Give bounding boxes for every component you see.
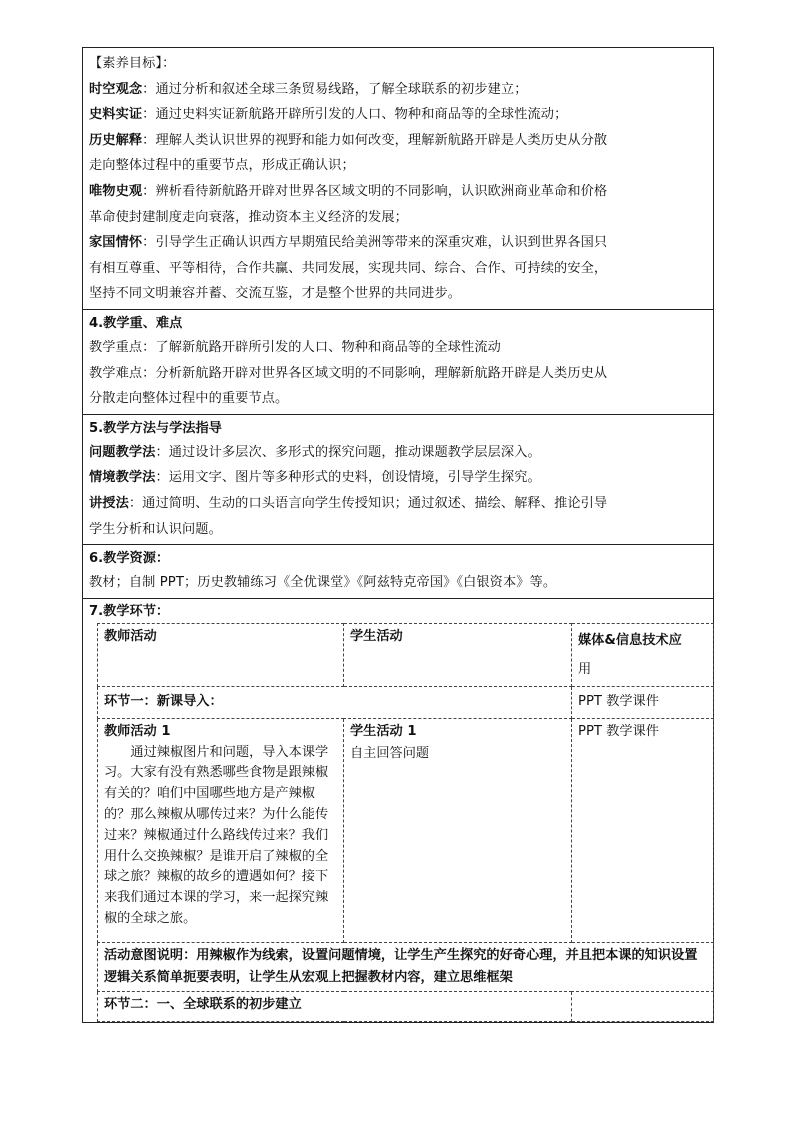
activity-media-cell: PPT 教学课件 bbox=[572, 718, 714, 942]
teacher-activity-title: 教师活动 1 bbox=[104, 723, 171, 739]
section-teaching-methods bbox=[83, 415, 713, 545]
stage-one-title: 环节一：新课导入： bbox=[98, 686, 572, 718]
method-label: 情境教学法 bbox=[89, 470, 156, 486]
goal-text: ：理解人类认识世界的视野和能力如何改变，理解新航路开辟是人类历史从分散 bbox=[142, 132, 608, 148]
key-point-line: 分散走向整体过程中的重要节点。 bbox=[89, 391, 289, 407]
section-teaching-resources bbox=[83, 545, 713, 599]
method-label: 讲授法 bbox=[89, 495, 129, 511]
section-teaching-process bbox=[83, 599, 713, 1022]
goal-label: 史料实证 bbox=[89, 107, 143, 123]
student-activity-cell bbox=[344, 718, 572, 942]
process-header-row bbox=[98, 623, 714, 686]
method-text: ：通过简明、生动的口头语言向学生传授知识；通过叙述、描绘、解释、推论引导 bbox=[128, 495, 608, 511]
goals-heading: 【素养目标】： bbox=[89, 56, 176, 71]
process-heading: 7.教学环节： bbox=[89, 603, 170, 619]
goals-list bbox=[89, 77, 709, 307]
intent-row bbox=[98, 942, 714, 991]
goal-item bbox=[89, 230, 709, 256]
stage-two-media bbox=[572, 991, 714, 1021]
method-item bbox=[89, 440, 709, 466]
lesson-plan-document bbox=[82, 47, 714, 1023]
goal-text: ：辨析看待新航路开辟对世界各区域文明的不同影响，认识欧洲商业革命和价格 bbox=[142, 183, 608, 199]
goal-text: ：引导学生正确认识西方早期殖民给美洲等带来的深重灾难，认识到世界各国只 bbox=[142, 235, 608, 251]
activity-intent: 活动意图说明：用辣椒作为线索，设置问题情境，让学生产生探究的好奇心理，并且把本课的知识设置逻辑关系简单扼要表明，让学生从宏观上把握教材内容，建立思维框架 bbox=[98, 942, 714, 991]
goal-text-continued: 走向整体过程中的重要节点，形成正确认识； bbox=[89, 158, 355, 174]
student-activity-body: 自主回答问题 bbox=[350, 745, 430, 761]
method-text: ：运用文字、图片等多种形式的史料，创设情境，引导学生探究。 bbox=[155, 470, 541, 486]
column-media: 媒体&信息技术应 用 bbox=[572, 623, 714, 686]
stage-two-row bbox=[98, 991, 714, 1021]
method-text: ：通过设计多层次、多形式的探究问题，推动课题教学层层深入。 bbox=[155, 444, 541, 460]
goal-item bbox=[89, 179, 709, 205]
goal-label: 时空观念 bbox=[89, 81, 143, 97]
method-item bbox=[89, 465, 709, 491]
key-points-heading: 4.教学重、难点 bbox=[89, 315, 183, 331]
stage-two-title: 环节二：一、全球联系的初步建立 bbox=[98, 991, 572, 1021]
lesson-plan-table bbox=[82, 47, 714, 1023]
goal-item bbox=[89, 102, 709, 128]
section-key-points bbox=[83, 310, 713, 415]
goal-text: ：通过史料实证新航路开辟所引发的人口、物种和商品等的全球性流动； bbox=[142, 107, 568, 123]
methods-heading: 5.教学方法与学法指导 bbox=[89, 420, 222, 436]
method-item bbox=[89, 491, 709, 517]
goal-item bbox=[89, 77, 709, 103]
goal-text: ：通过分析和叙述全球三条贸易线路，了解全球联系的初步建立； bbox=[142, 81, 528, 97]
goal-label: 历史解释 bbox=[89, 132, 143, 148]
key-point-line: 教学重点：了解新航路开辟所引发的人口、物种和商品等的全球性流动 bbox=[89, 339, 501, 355]
goal-text-continued: 革命使封建制度走向衰落，推动资本主义经济的发展； bbox=[89, 209, 408, 225]
goal-text-continued: 有相互尊重、平等相待，合作共赢、共同发展，实现共同、综合、合作、可持续的安全， bbox=[89, 260, 608, 276]
stage-one-media: PPT 教学课件 bbox=[572, 686, 714, 718]
teacher-activity-body: 通过辣椒图片和问题，导入本课学习。大家有没有熟悉哪些食物是跟辣椒有关的？咱们中国哪些地方是产辣椒的？那么辣椒从哪传过来？为什么能传过来？辣椒通过什么路线传过来？我们用什么交换辣椒？是谁开启了辣椒的全球之旅？辣椒的故乡的遭遇如何？接下来我们通过本课的学习，来一起探究辣椒的全球之旅。 bbox=[104, 744, 329, 927]
key-point-line: 教学难点：分析新航路开辟对世界各区域文明的不同影响，理解新航路开辟是人类历史从 bbox=[89, 365, 608, 381]
method-label: 问题教学法 bbox=[89, 444, 156, 460]
goal-text-continued: 坚持不同文明兼容并蓄、交流互鉴，才是整个世界的共同进步。 bbox=[89, 286, 462, 302]
stage-one-row bbox=[98, 686, 714, 718]
column-student-activity: 学生活动 bbox=[344, 623, 572, 686]
method-text-continued: 学生分析和认识问题。 bbox=[89, 521, 222, 537]
resources-heading: 6.教学资源： bbox=[89, 551, 170, 567]
goal-item bbox=[89, 128, 709, 154]
section-literacy-goals bbox=[83, 48, 713, 310]
process-table bbox=[97, 623, 714, 1022]
resources-text: 教材；自制 PPT；历史教辅练习《全优课堂》《阿兹特克帝国》《白银资本》等。 bbox=[89, 575, 557, 591]
student-activity-title: 学生活动 1 bbox=[350, 723, 417, 739]
goal-label: 唯物史观 bbox=[89, 183, 143, 199]
goal-label: 家国情怀 bbox=[89, 235, 143, 251]
activity-row bbox=[98, 718, 714, 942]
column-teacher-activity: 教师活动 bbox=[98, 623, 344, 686]
teacher-activity-cell bbox=[98, 718, 344, 942]
